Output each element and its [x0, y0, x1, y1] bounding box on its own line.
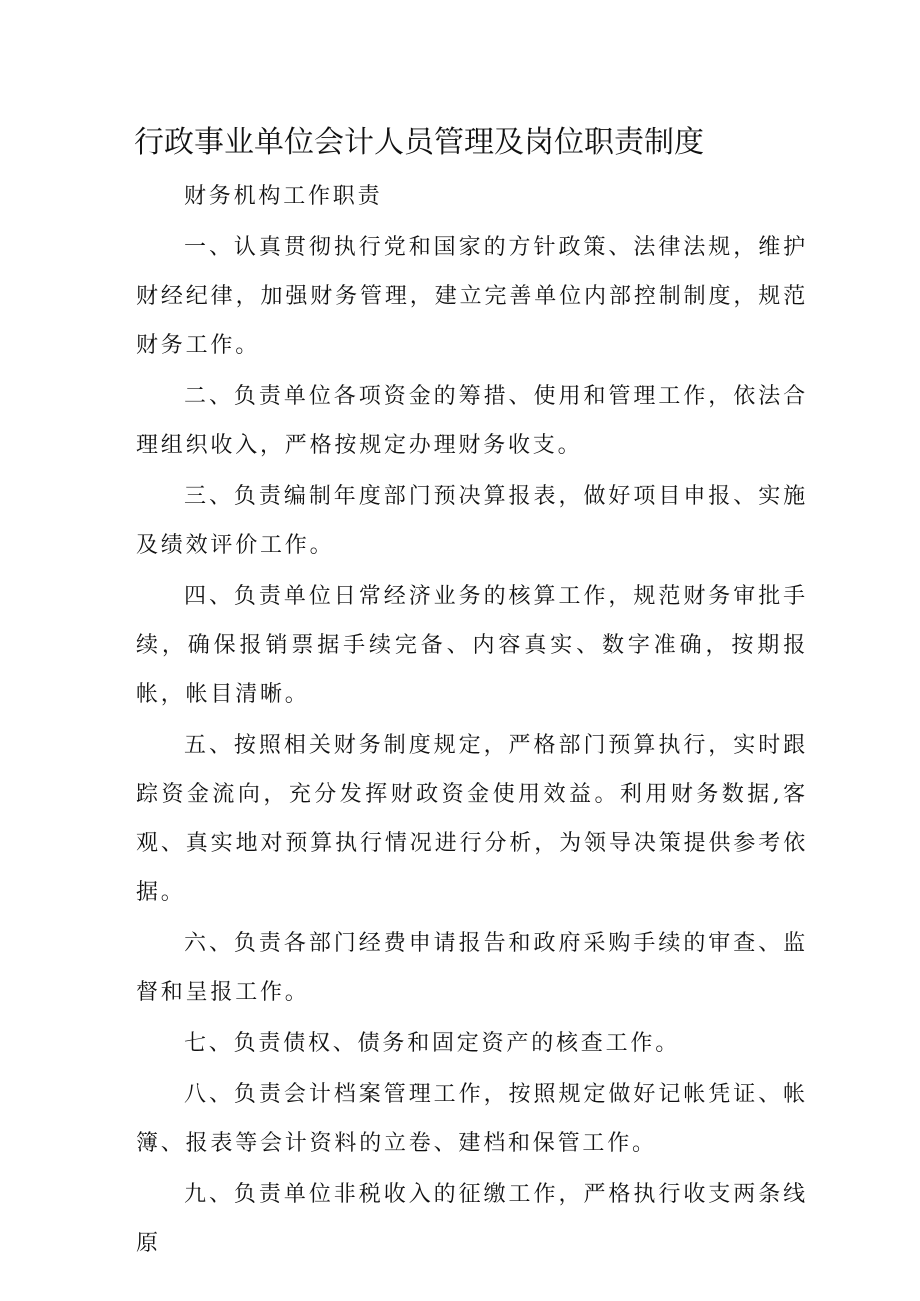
paragraph-2: 二、负责单位各项资金的筹措、使用和管理工作，依法合理组织收入，严格按规定办理财务收支。 — [136, 384, 808, 458]
paragraph-3: 三、负责编制年度部门预决算报表，做好项目申报、实施及绩效评价工作。 — [136, 484, 808, 558]
paragraph-9: 九、负责单位非税收入的征缴工作，严格执行收支两条线原 — [136, 1182, 808, 1256]
document-title: 行政事业单位会计人员管理及岗位职责制度 — [134, 125, 704, 160]
paragraph-6: 六、负责各部门经费申请报告和政府采购手续的审查、监督和呈报工作。 — [136, 931, 808, 1005]
document-body — [136, 172, 808, 1270]
paragraph-8: 八、负责会计档案管理工作，按照规定做好记帐凭证、帐簿、报表等会计资料的立卷、建档和保管工作。 — [136, 1082, 808, 1156]
paragraph-4: 四、负责单位日常经济业务的核算工作，规范财务审批手续，确保报销票据手续完备、内容真实、数字准确，按期报帐，帐目清晰。 — [136, 584, 808, 707]
section-heading: 财务机构工作职责 — [184, 184, 383, 209]
paragraph-7: 七、负责债权、债务和固定资产的核查工作。 — [184, 1031, 681, 1056]
paragraph-5: 五、按照相关财务制度规定，严格部门预算执行，实时跟踪资金流向，充分发挥财政资金使用效益。利用财务数据,客观、真实地对预算执行情况进行分析，为领导决策提供参考依据。 — [136, 733, 808, 905]
paragraph-1: 一、认真贯彻执行党和国家的方针政策、法律法规，维护财经纪律，加强财务管理，建立完善单位内部控制制度，规范财务工作。 — [136, 235, 808, 358]
